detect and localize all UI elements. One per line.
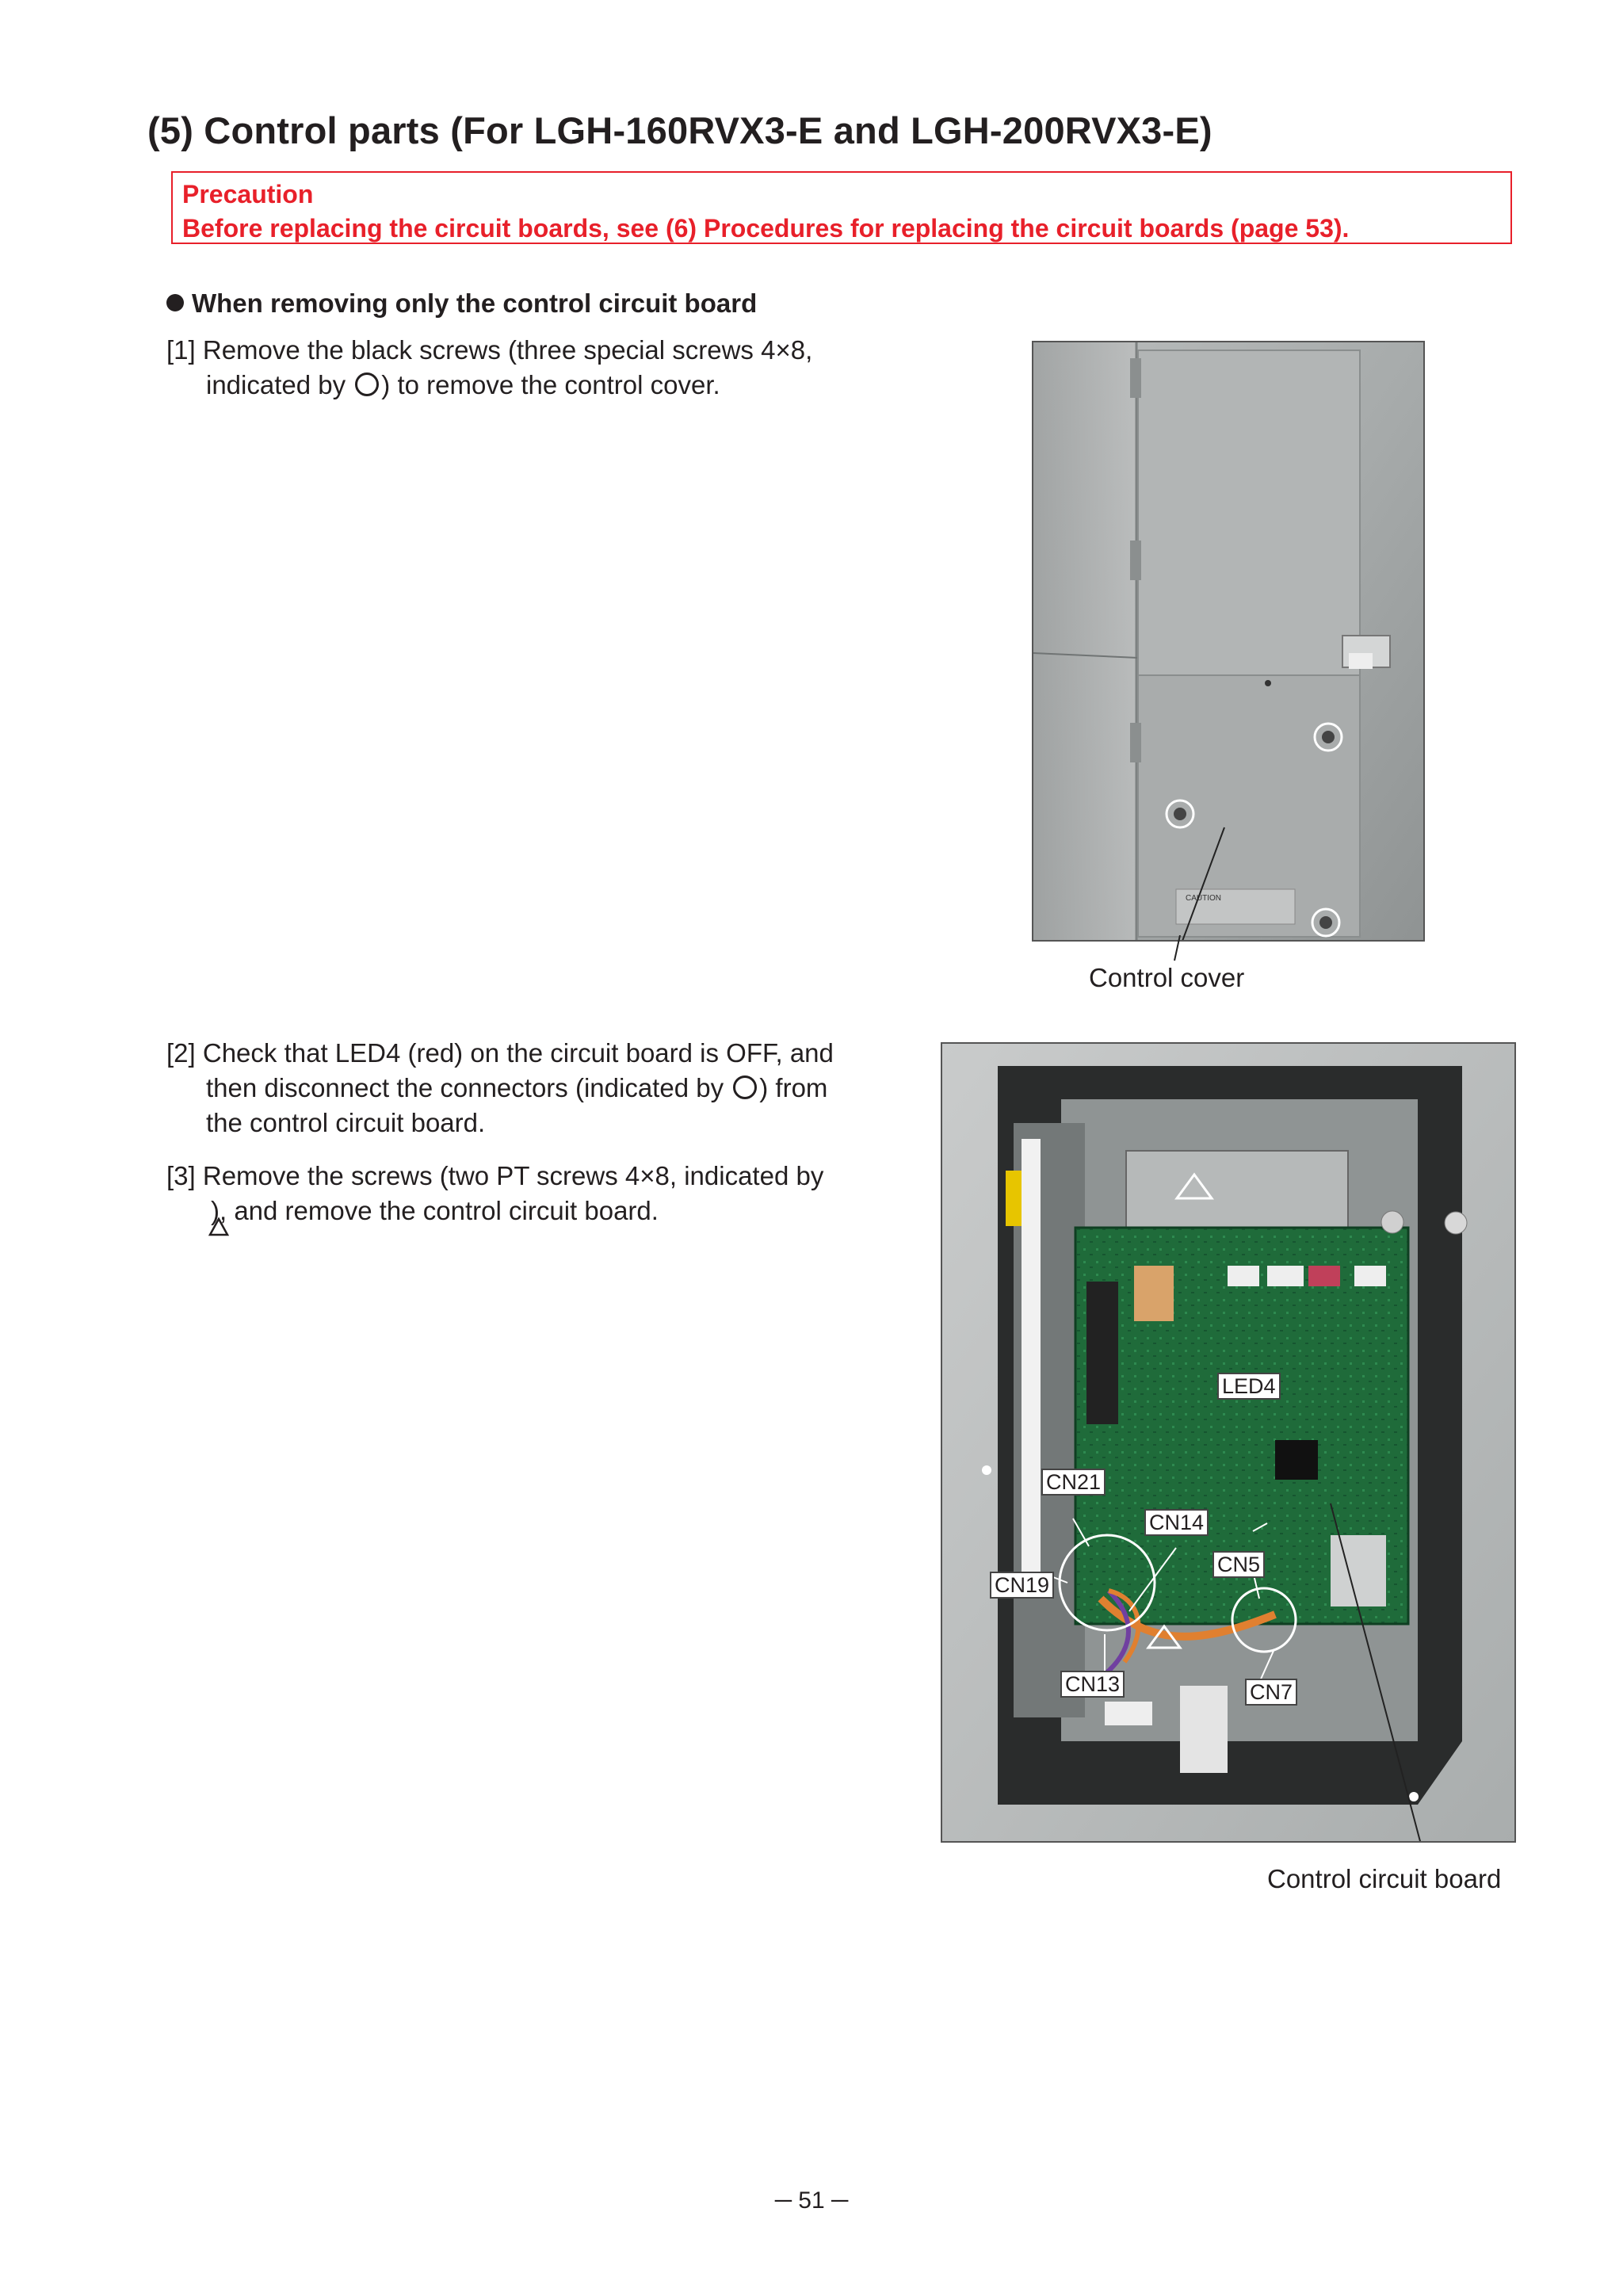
cn14-label: CN14 [1144,1509,1209,1536]
cn5-label: CN5 [1212,1551,1265,1578]
step-2-line-3: the control circuit board. [206,1108,486,1137]
cn13-label: CN13 [1060,1671,1125,1698]
step-2-line-1: [2] Check that LED4 (red) on the circuit board is OFF, and [166,1038,834,1068]
control-circuit-board-image [942,1044,1516,1843]
circle-mark-icon [733,1075,757,1099]
control-circuit-board-photo [941,1042,1516,1843]
step-3 [166,1159,823,1228]
cn19-label: CN19 [990,1572,1054,1599]
precaution-heading: Precaution [182,180,314,208]
step-1-line-2 [166,368,812,403]
step-1-text-b: ) to remove the control cover. [381,370,720,399]
bullet-icon [166,294,184,311]
caution-label: CAUTION [1186,894,1221,903]
control-cover-image [1033,342,1425,942]
precaution-box [171,171,1512,244]
led4-label: LED4 [1217,1373,1281,1400]
control-cover-photo [1032,341,1425,942]
bullet-heading [166,288,757,319]
step-2-line-2 [166,1071,834,1106]
step-1 [166,333,812,403]
step-3-text: ), and remove the control circuit board. [211,1196,659,1225]
circle-mark-icon [355,372,379,396]
step-2-text-b: ) from [759,1073,828,1102]
control-cover-caption: Control cover [1089,963,1245,992]
cn21-label: CN21 [1041,1469,1106,1496]
step-2 [166,1036,834,1140]
step-1-text-a: indicated by [206,370,353,399]
control-circuit-board-caption: Control circuit board [1267,1864,1502,1893]
cn7-label: CN7 [1245,1679,1297,1706]
step-1-line-1: [1] Remove the black screws (three special screws 4×8, [166,335,813,365]
precaution-text: Before replacing the circuit boards, see (6) Procedures for replacing the circuit boards (page 53). [182,214,1350,243]
control-cover-leader-line [1157,935,1205,967]
bullet-heading-text: When removing only the control circuit board [192,288,758,318]
section-title: (5) Control parts (For LGH-160RVX3-E and LGH-200RVX3-E) [147,109,1212,151]
step-3-line-2 [166,1194,823,1228]
step-2-text-a: then disconnect the connectors (indicated by [206,1073,731,1102]
step-3-line-1: [3] Remove the screws (two PT screws 4×8, indicated by [166,1161,824,1190]
page-number: ─ 51 ─ [774,2187,849,2214]
